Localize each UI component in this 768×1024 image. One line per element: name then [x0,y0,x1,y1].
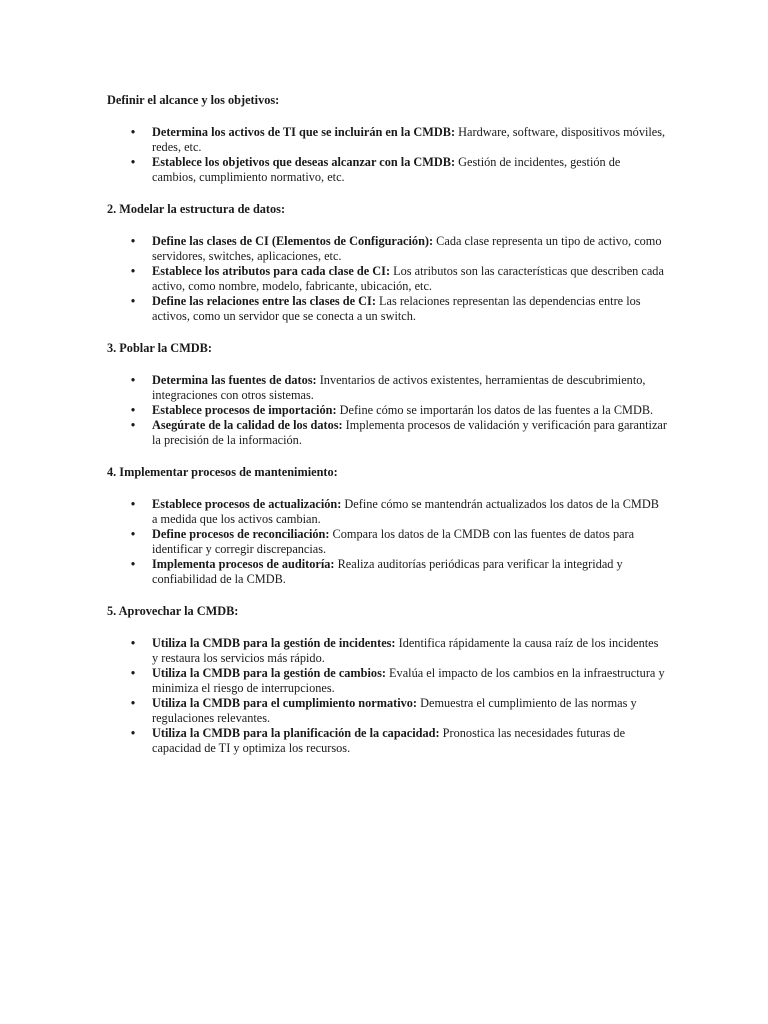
section-heading: 3. Poblar la CMDB: [107,341,212,355]
list-item [107,373,667,403]
bullet-icon: • [130,666,136,680]
list-item [107,666,667,696]
item-term: Utiliza la CMDB para la planificación de la capacidad: [152,726,440,740]
document-body [107,93,667,773]
bullet-icon: • [130,294,136,308]
item-term: Determina las fuentes de datos: [152,373,317,387]
item-description: Define cómo se importarán los datos de las fuentes a la CMDB. [336,403,654,417]
item-term: Define las clases de CI (Elementos de Configuración): [152,234,434,248]
bullet-icon: • [130,726,136,740]
item-description: Compara los datos de la CMDB con las fuentes de datos para identificar y corregir discrepancias. [152,527,635,556]
item-description: Define cómo se mantendrán actualizados los datos de la CMDB a medida que los activos cambian. [152,497,659,526]
list-item [107,636,667,666]
bullet-icon: • [130,527,136,541]
bullet-list [107,497,667,587]
list-item [107,418,667,448]
bullet-icon: • [130,403,136,417]
item-term: Utiliza la CMDB para la gestión de incidentes: [152,636,396,650]
list-item [107,497,667,527]
list-item [107,125,667,155]
bullet-icon: • [130,418,136,432]
list-item [107,264,667,294]
section [107,465,667,587]
item-description: Inventarios de activos existentes, herramientas de descubrimiento, integraciones con otros sistemas. [152,373,646,402]
list-item [107,155,667,185]
bullet-list [107,125,667,185]
item-description: Implementa procesos de validación y verificación para garantizar la precisión de la información. [152,418,667,447]
item-term: Establece los atributos para cada clase de CI: [152,264,391,278]
item-description: Evalúa el impacto de los cambios en la infraestructura y minimiza el riesgo de interrupciones. [152,666,665,695]
item-term: Define procesos de reconciliación: [152,527,330,541]
list-item [107,527,667,557]
bullet-icon: • [130,497,136,511]
section-heading: 4. Implementar procesos de mantenimiento: [107,465,338,479]
item-term: Implementa procesos de auditoría: [152,557,335,571]
section [107,93,667,185]
bullet-icon: • [130,125,136,139]
item-description: Pronostica las necesidades futuras de capacidad de TI y optimiza los recursos. [152,726,626,755]
bullet-list [107,636,667,756]
list-item [107,726,667,756]
list-item [107,696,667,726]
section-heading: 5. Aprovechar la CMDB: [107,604,239,618]
item-term: Establece los objetivos que deseas alcanzar con la CMDB: [152,155,456,169]
item-term: Establece procesos de importación: [152,403,337,417]
list-item [107,234,667,264]
item-description: Demuestra el cumplimiento de las normas y regulaciones relevantes. [152,696,637,725]
bullet-icon: • [130,557,136,571]
item-term: Determina los activos de TI que se incluirán en la CMDB: [152,125,456,139]
bullet-list [107,234,667,324]
bullet-icon: • [130,636,136,650]
item-term: Asegúrate de la calidad de los datos: [152,418,343,432]
bullet-icon: • [130,696,136,710]
item-term: Establece procesos de actualización: [152,497,342,511]
bullet-icon: • [130,264,136,278]
bullet-list [107,373,667,448]
item-term: Utiliza la CMDB para el cumplimiento normativo: [152,696,418,710]
section-heading: Definir el alcance y los objetivos: [107,93,280,107]
section [107,341,667,448]
bullet-icon: • [130,373,136,387]
item-description: Las relaciones representan las dependencias entre los activos, como un servidor que se conecta a un switch. [152,294,641,323]
list-item [107,557,667,587]
item-description: Identifica rápidamente la causa raíz de los incidentes y restaura los servicios más rápido. [152,636,659,665]
item-description: Cada clase representa un tipo de activo, como servidores, switches, aplicaciones, etc. [152,234,662,263]
section [107,604,667,756]
bullet-icon: • [130,234,136,248]
item-description: Hardware, software, dispositivos móviles, redes, etc. [152,125,666,154]
section-heading: 2. Modelar la estructura de datos: [107,202,286,216]
item-term: Define las relaciones entre las clases de CI: [152,294,376,308]
section [107,202,667,324]
list-item [107,294,667,324]
list-item [107,403,667,418]
item-description: Los atributos son las características que describen cada activo, como nombre, modelo, fabricante, ubicación, etc. [152,264,664,293]
item-term: Utiliza la CMDB para la gestión de cambios: [152,666,386,680]
bullet-icon: • [130,155,136,169]
item-description: Realiza auditorías periódicas para verificar la integridad y confiabilidad de la CMDB. [152,557,623,586]
item-description: Gestión de incidentes, gestión de cambios, cumplimiento normativo, etc. [152,155,621,184]
